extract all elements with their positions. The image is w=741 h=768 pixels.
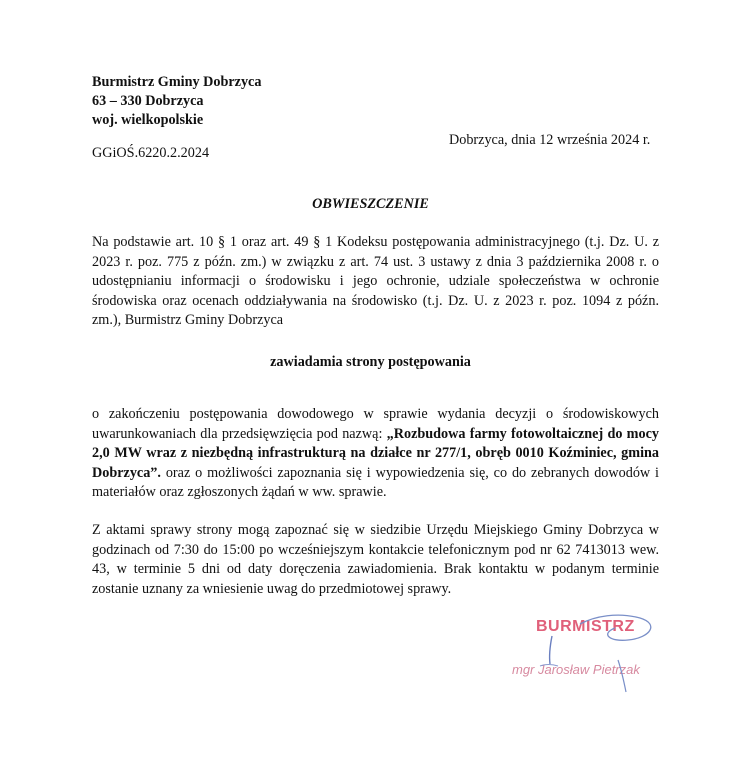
case-reference: GGiOŚ.6220.2.2024 (92, 145, 210, 161)
access-paragraph: Z aktami sprawy strony mogą zapoznać się w siedzibie Urzędu Miejskiego Gminy Dobrzyca w godzinach od 7:30 do 15:00 po wcześniejszym kontakcie telefonicznym pod nr 62 7413013 wew. 43, w terminie 5 dni od daty doręczenia zawiadomienia. Brak kontaktu w podanym terminie zostanie uznany za wniesienie uwag do przedmiotowej sprawy. (92, 522, 659, 597)
handwritten-signature (500, 604, 670, 694)
issuer-header (92, 73, 261, 130)
info-paragraph (92, 405, 659, 503)
stamp-title: BURMISTRZ (536, 618, 635, 635)
project-name: „Rozbudowa farmy fotowoltaicznej do mocy 2,0 MW wraz z niezbędną infrastrukturą na działce nr 277/1, obręb 0010 Koźminiec, gmina Dobrzyca”. (92, 425, 659, 481)
issuer-title: Burmistrz Gminy Dobrzyca (92, 74, 262, 90)
issuer-voivodeship: woj. wielkopolskie (92, 112, 204, 128)
document-title: OBWIESZCZENIE (312, 196, 429, 212)
legal-basis-paragraph: Na podstawie art. 10 § 1 oraz art. 49 § 1 Kodeksu postępowania administracyjnego (t.j. Dz. U. z 2023 r. poz. 775 z późn. zm.) w związku z art. 74 ust. 3 ustawy z dnia 3 października 2008 r. o udostępnianiu informacji o środowisku i jego ochronie, udziale społeczeństwa w ochronie środowiska oraz ocenach oddziaływania na środowisko (t.j. Dz. U. z 2023 r. poz. 1094 z późn. zm.), Burmistrz Gminy Dobrzyca (92, 234, 659, 329)
issuer-postal-address: 63 – 330 Dobrzyca (92, 93, 204, 109)
signature-stamp (500, 604, 670, 694)
info-closing-text: oraz o możliwości zapoznania się i wypowiedzenia się, co do zebranych dowodów i materiałów oraz zgłoszonych żądań w ww. sprawie. (92, 464, 659, 501)
info-intro-text: o zakończeniu postępowania dowodowego w sprawie wydania decyzji o środowiskowych uwarunkowaniach dla przedsięwzięcia pod nazwą: (92, 406, 659, 442)
stamp-name: mgr Jarosław Pietrzak (512, 662, 640, 677)
notice-heading: zawiadamia strony postępowania (270, 354, 471, 370)
document-date: Dobrzyca, dnia 12 września 2024 r. (449, 132, 651, 148)
